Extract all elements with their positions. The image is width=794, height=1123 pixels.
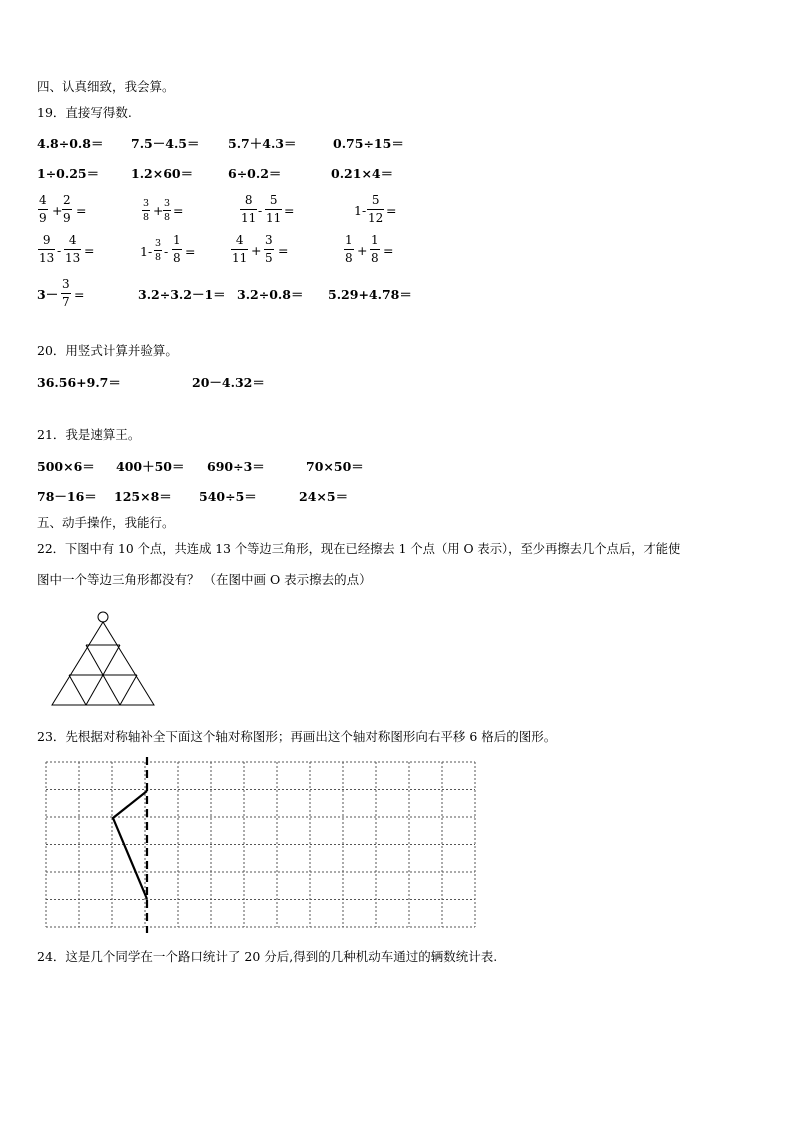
fraction-numerator: 9: [42, 233, 51, 247]
equals-sign: =: [383, 243, 394, 258]
fraction-numerator: 5: [371, 193, 380, 207]
q19-r5-e4: 5.29+4.78＝: [328, 287, 412, 302]
q19-r2-c4: 0.21×4＝: [331, 166, 394, 181]
fraction-denominator: 13: [65, 251, 81, 265]
fraction-numerator: 4: [68, 233, 77, 247]
fraction-numerator: 3: [265, 233, 273, 247]
operator: +: [52, 203, 63, 218]
equals-sign: =: [76, 203, 87, 218]
q21-title: 21．我是速算王。: [37, 427, 141, 442]
operator: -: [57, 243, 62, 258]
q19-r1-c1: 4.8÷0.8＝: [37, 136, 104, 151]
fraction-numerator: 2: [63, 193, 71, 207]
expression-lead: 1-: [354, 203, 367, 218]
fraction-denominator: 8: [143, 212, 150, 223]
operator: -: [164, 244, 169, 259]
fraction-numerator: 8: [244, 193, 253, 207]
operator: +: [251, 243, 262, 258]
fraction-denominator: 13: [39, 251, 55, 265]
fraction-denominator: 8: [371, 251, 379, 265]
equals-sign: =: [278, 243, 289, 258]
expression-lead: 1-: [140, 244, 153, 259]
equals-sign: =: [284, 203, 295, 218]
fraction-numerator: 4: [39, 193, 47, 207]
q20-item-1: 36.56+9.7＝: [37, 375, 121, 390]
fraction-denominator: 8: [345, 251, 353, 265]
equals-sign: =: [74, 287, 85, 302]
fraction-numerator: 3: [143, 198, 150, 209]
fraction-denominator: 11: [266, 211, 282, 225]
operator: -: [258, 203, 263, 218]
erased-point-circle: [98, 612, 108, 622]
fraction-numerator: 5: [269, 193, 278, 207]
q19-title: 19．直接写得数.: [37, 105, 132, 120]
fraction-numerator: 4: [235, 233, 244, 247]
q21-r1-c2: 400＋50＝: [116, 459, 185, 474]
q19-r1-c3: 5.7＋4.3＝: [228, 136, 297, 151]
symmetry-grid: [40, 755, 482, 935]
fraction-numerator: 1: [345, 233, 353, 247]
q19-r1-c4: 0.75÷15＝: [333, 136, 404, 151]
q21-r2-c1: 78－16＝: [37, 489, 97, 504]
operator: +: [357, 243, 368, 258]
q21-r2-c3: 540÷5＝: [199, 489, 257, 504]
q24-title: 24．这是几个同学在一个路口统计了 20 分后,得到的几种机动车通过的辆数统计表.: [37, 949, 498, 964]
fraction-denominator: 12: [368, 211, 384, 225]
expression-lead: 3－: [37, 287, 59, 302]
q19-r2-c2: 1.2×60＝: [131, 166, 194, 181]
fraction-denominator: 11: [232, 251, 248, 265]
fraction-denominator: 11: [241, 211, 257, 225]
fraction-denominator: 8: [155, 252, 162, 263]
q23-title: 23．先根据对称轴补全下面这个轴对称图形；再画出这个轴对称图形向右平移 6 格后的图形。: [37, 729, 557, 744]
q21-r1-c4: 70×50＝: [306, 459, 364, 474]
q21-r2-c4: 24×5＝: [299, 489, 349, 504]
equals-sign: =: [84, 243, 95, 258]
fraction-numerator: 3: [164, 198, 171, 209]
fraction-denominator: 5: [265, 251, 273, 265]
q21-r1-c3: 690÷3＝: [207, 459, 265, 474]
triangle-dot-figure: [45, 606, 165, 710]
fraction-denominator: 7: [62, 295, 70, 309]
q21-r1-c1: 500×6＝: [37, 459, 95, 474]
q21-r2-c2: 125×8＝: [114, 489, 172, 504]
q19-r2-c3: 6÷0.2＝: [228, 166, 282, 181]
q19-r5-e3: 3.2÷0.8＝: [237, 287, 304, 302]
q22-line-1: 22．下图中有 10 个点，共连成 13 个等边三角形，现在已经擦去 1 个点（用 O 表示），至少再擦去几个点后，才能使: [37, 542, 681, 556]
q19-r5-e2: 3.2÷3.2－1＝: [138, 287, 226, 302]
operator: +: [153, 203, 164, 218]
fraction-numerator: 3: [155, 238, 162, 249]
section5-title: 五、动手操作，我能行。: [37, 515, 175, 530]
q22-line-2: 图中一个等边三角形都没有？ （在图中画 O 表示擦去的点）: [37, 572, 372, 587]
fraction-denominator: 8: [164, 212, 171, 223]
fraction-denominator: 8: [173, 251, 181, 265]
equals-sign: =: [173, 203, 184, 218]
fraction-numerator: 3: [62, 277, 70, 291]
fraction-numerator: 1: [371, 233, 379, 247]
q20-item-2: 20－4.32＝: [192, 375, 265, 390]
q19-r2-c1: 1÷0.25＝: [37, 166, 100, 181]
fraction-numerator: 1: [173, 233, 181, 247]
equals-sign: =: [185, 244, 196, 259]
q19-r1-c2: 7.5－4.5＝: [131, 136, 200, 151]
section4-title: 四、认真细致，我会算。: [37, 79, 175, 94]
fraction-denominator: 9: [63, 211, 71, 225]
equals-sign: =: [386, 203, 397, 218]
q20-title: 20．用竖式计算并验算。: [37, 343, 178, 358]
fraction-denominator: 9: [39, 211, 47, 225]
